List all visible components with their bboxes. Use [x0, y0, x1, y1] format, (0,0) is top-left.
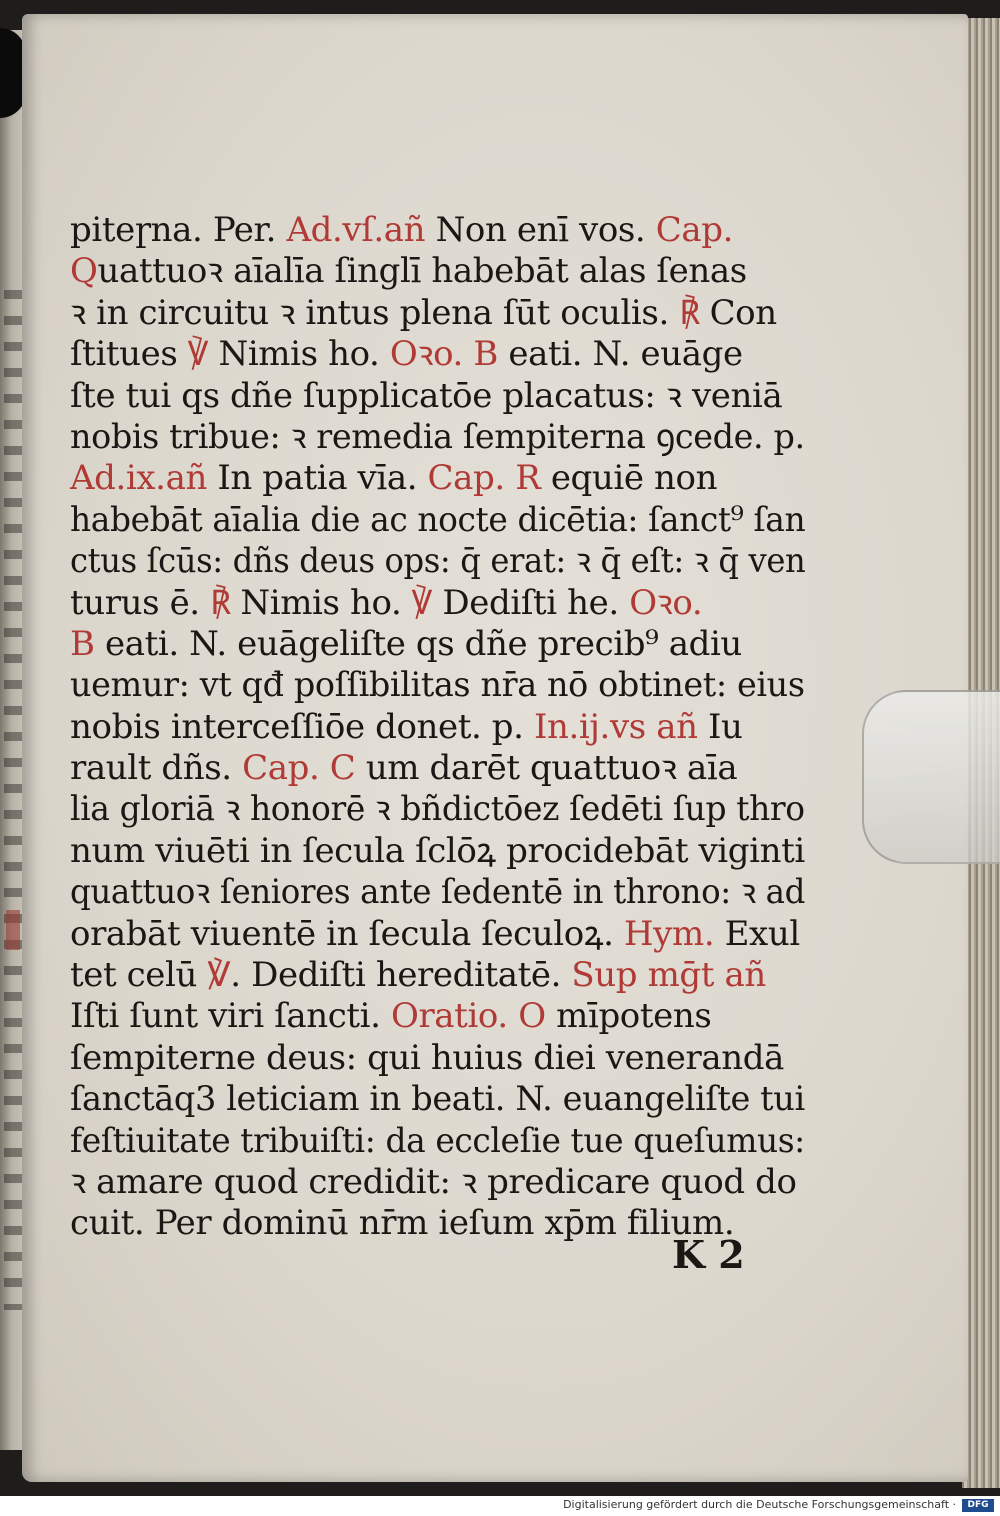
text-line — [70, 541, 806, 582]
body-text: In patia vīa. — [206, 458, 428, 499]
rubric-text: Cap. — [427, 458, 505, 499]
previous-page-rubric-fragment — [6, 910, 20, 950]
body-text: orabāt viuentē in ſecula ſeculoꝝ. — [70, 913, 624, 954]
body-text: ꝛ in circuitu ꝛ intus plena ſūt oculis. — [70, 292, 680, 333]
body-text: ctus ſcūs: dñs deus ops: q̄ erat: ꝛ q̄ eſt: ꝛ q̄ ven — [70, 541, 806, 582]
text-line — [70, 996, 805, 1037]
text-line — [70, 872, 806, 913]
rubric-text: B — [70, 623, 95, 664]
rubric-text: Q — [70, 251, 98, 292]
body-text: lia gloriā ꝛ honorē ꝛ bñdictōez ſedēti ſup thro — [70, 789, 805, 830]
text-line — [70, 707, 805, 748]
body-text: Non enī vos. — [425, 210, 656, 250]
rubric-text: O — [518, 996, 546, 1037]
rubric-text: R — [515, 458, 541, 499]
body-text: cuit. Per dominū nr̄m ieſum xp̄m filium. — [70, 1203, 735, 1244]
text-line — [70, 334, 805, 375]
text-line — [70, 210, 805, 251]
text-line — [70, 583, 805, 624]
rubric-text: Cap. — [655, 210, 734, 250]
body-text: quattuoꝛ ſeniores ante ſedentē in throno: ꝛ ad — [70, 872, 806, 913]
rubric-text: ℣ — [207, 955, 231, 996]
rubric-text: Sup mḡt añ — [571, 955, 766, 996]
body-text — [319, 748, 329, 788]
body-text — [505, 458, 515, 498]
body-text: eati. N. euāge — [497, 334, 743, 375]
body-text: tet celū — [70, 955, 208, 996]
body-text: piteɼna. Per. — [70, 210, 287, 250]
rubric-text: ℣ — [187, 334, 209, 375]
text-line — [70, 665, 805, 706]
body-text — [508, 996, 518, 1036]
footer-bar — [0, 1496, 1000, 1516]
body-text: habebāt aīalia die ac nocte dicētia: ſanct⁹ ſan — [70, 499, 806, 540]
body-text: ſempiterne deus: qui huius diei venerandā — [70, 1037, 784, 1078]
body-text: uemur: vt qđ poſſibilitas nr̄a nō obtinet: eius — [70, 665, 805, 706]
text-line — [70, 293, 805, 334]
text-line — [70, 1038, 805, 1079]
rubric-text: Oꝛo. — [629, 582, 703, 623]
page-clip — [862, 690, 1000, 864]
body-text: nobis tribue: ꝛ remedia ſempiterna ꝯcede. p. — [70, 416, 805, 457]
funding-credit: Digitalisierung gefördert durch die Deutsche Forschungsgemeinschaft · — [563, 1498, 956, 1511]
rubric-text: In.ij.vs añ — [534, 706, 698, 747]
body-text: ſanctāq3 leticiam in beati. N. euangeliſte tui — [70, 1079, 805, 1120]
text-line — [70, 251, 805, 292]
body-text: um darēt quattuoꝛ aīa — [355, 748, 738, 789]
dfg-logo-icon: DFG — [962, 1499, 994, 1512]
signature-mark: K 2 — [672, 1232, 745, 1277]
text-line — [70, 1079, 805, 1120]
body-text: rault dñs. — [70, 748, 243, 789]
body-text: Exul — [714, 913, 800, 954]
body-text: Iu — [697, 706, 743, 747]
rubric-text: Cap. — [242, 748, 320, 789]
rubric-text: ℟ — [679, 292, 700, 333]
body-text: Con — [699, 292, 777, 333]
body-text: Nimis ho. — [208, 334, 390, 375]
body-text: num viuēti in ſecula ſclōꝝ procidebāt viginti — [70, 830, 805, 871]
rubric-text: Oratio. — [390, 996, 508, 1037]
body-text: ſte tui qs dñe ſupplicatōe placatus: ꝛ veniā — [70, 375, 783, 416]
body-text: equiē non — [540, 458, 718, 499]
rubric-text: Hym. — [623, 913, 715, 954]
text-line — [70, 624, 805, 665]
text-line — [70, 748, 805, 789]
rubric-text: ℟ — [210, 582, 230, 623]
text-line — [70, 499, 806, 541]
body-text: Iſti ſunt viri ſancti. — [70, 996, 391, 1037]
text-line — [70, 376, 805, 417]
rubric-text: Oꝛo. — [389, 334, 463, 375]
rubric-text: Ad.vſ.añ — [286, 210, 426, 250]
body-text: ſtitues — [70, 334, 188, 375]
text-line — [70, 416, 805, 458]
body-text: turus ē. — [70, 582, 211, 623]
text-line — [70, 789, 805, 830]
rubric-text: ℣ — [411, 582, 432, 623]
body-text: Nimis ho. — [229, 582, 412, 623]
text-line — [70, 914, 805, 955]
text-line — [70, 1162, 805, 1203]
rubric-text: B — [473, 334, 498, 375]
body-text — [463, 334, 473, 374]
body-text: feſtiuitate tribuiſti: da eccleſie tue queſumus: — [70, 1120, 805, 1161]
body-text: mīpotens — [545, 996, 712, 1037]
body-text: . Dediſti hereditatē. — [230, 955, 572, 996]
rubric-text: C — [329, 748, 356, 789]
body-text: Dediſti he. — [432, 582, 630, 623]
text-line — [70, 458, 805, 499]
text-line — [70, 831, 805, 872]
printed-text-block — [70, 210, 805, 1245]
body-text: uattuoꝛ aīalīa ſinglī habebāt alas ſenas — [97, 251, 747, 292]
rubric-text: Ad.ix.añ — [70, 458, 207, 499]
body-text: nobis interceſſiōe donet. p. — [70, 706, 534, 747]
body-text: ꝛ amare quod credidit: ꝛ predicare quod do — [70, 1161, 797, 1202]
body-text: eati. N. euāgeliſte qs dñe precib⁹ adiu — [94, 623, 742, 664]
text-line — [70, 955, 805, 996]
text-line — [70, 1120, 805, 1162]
